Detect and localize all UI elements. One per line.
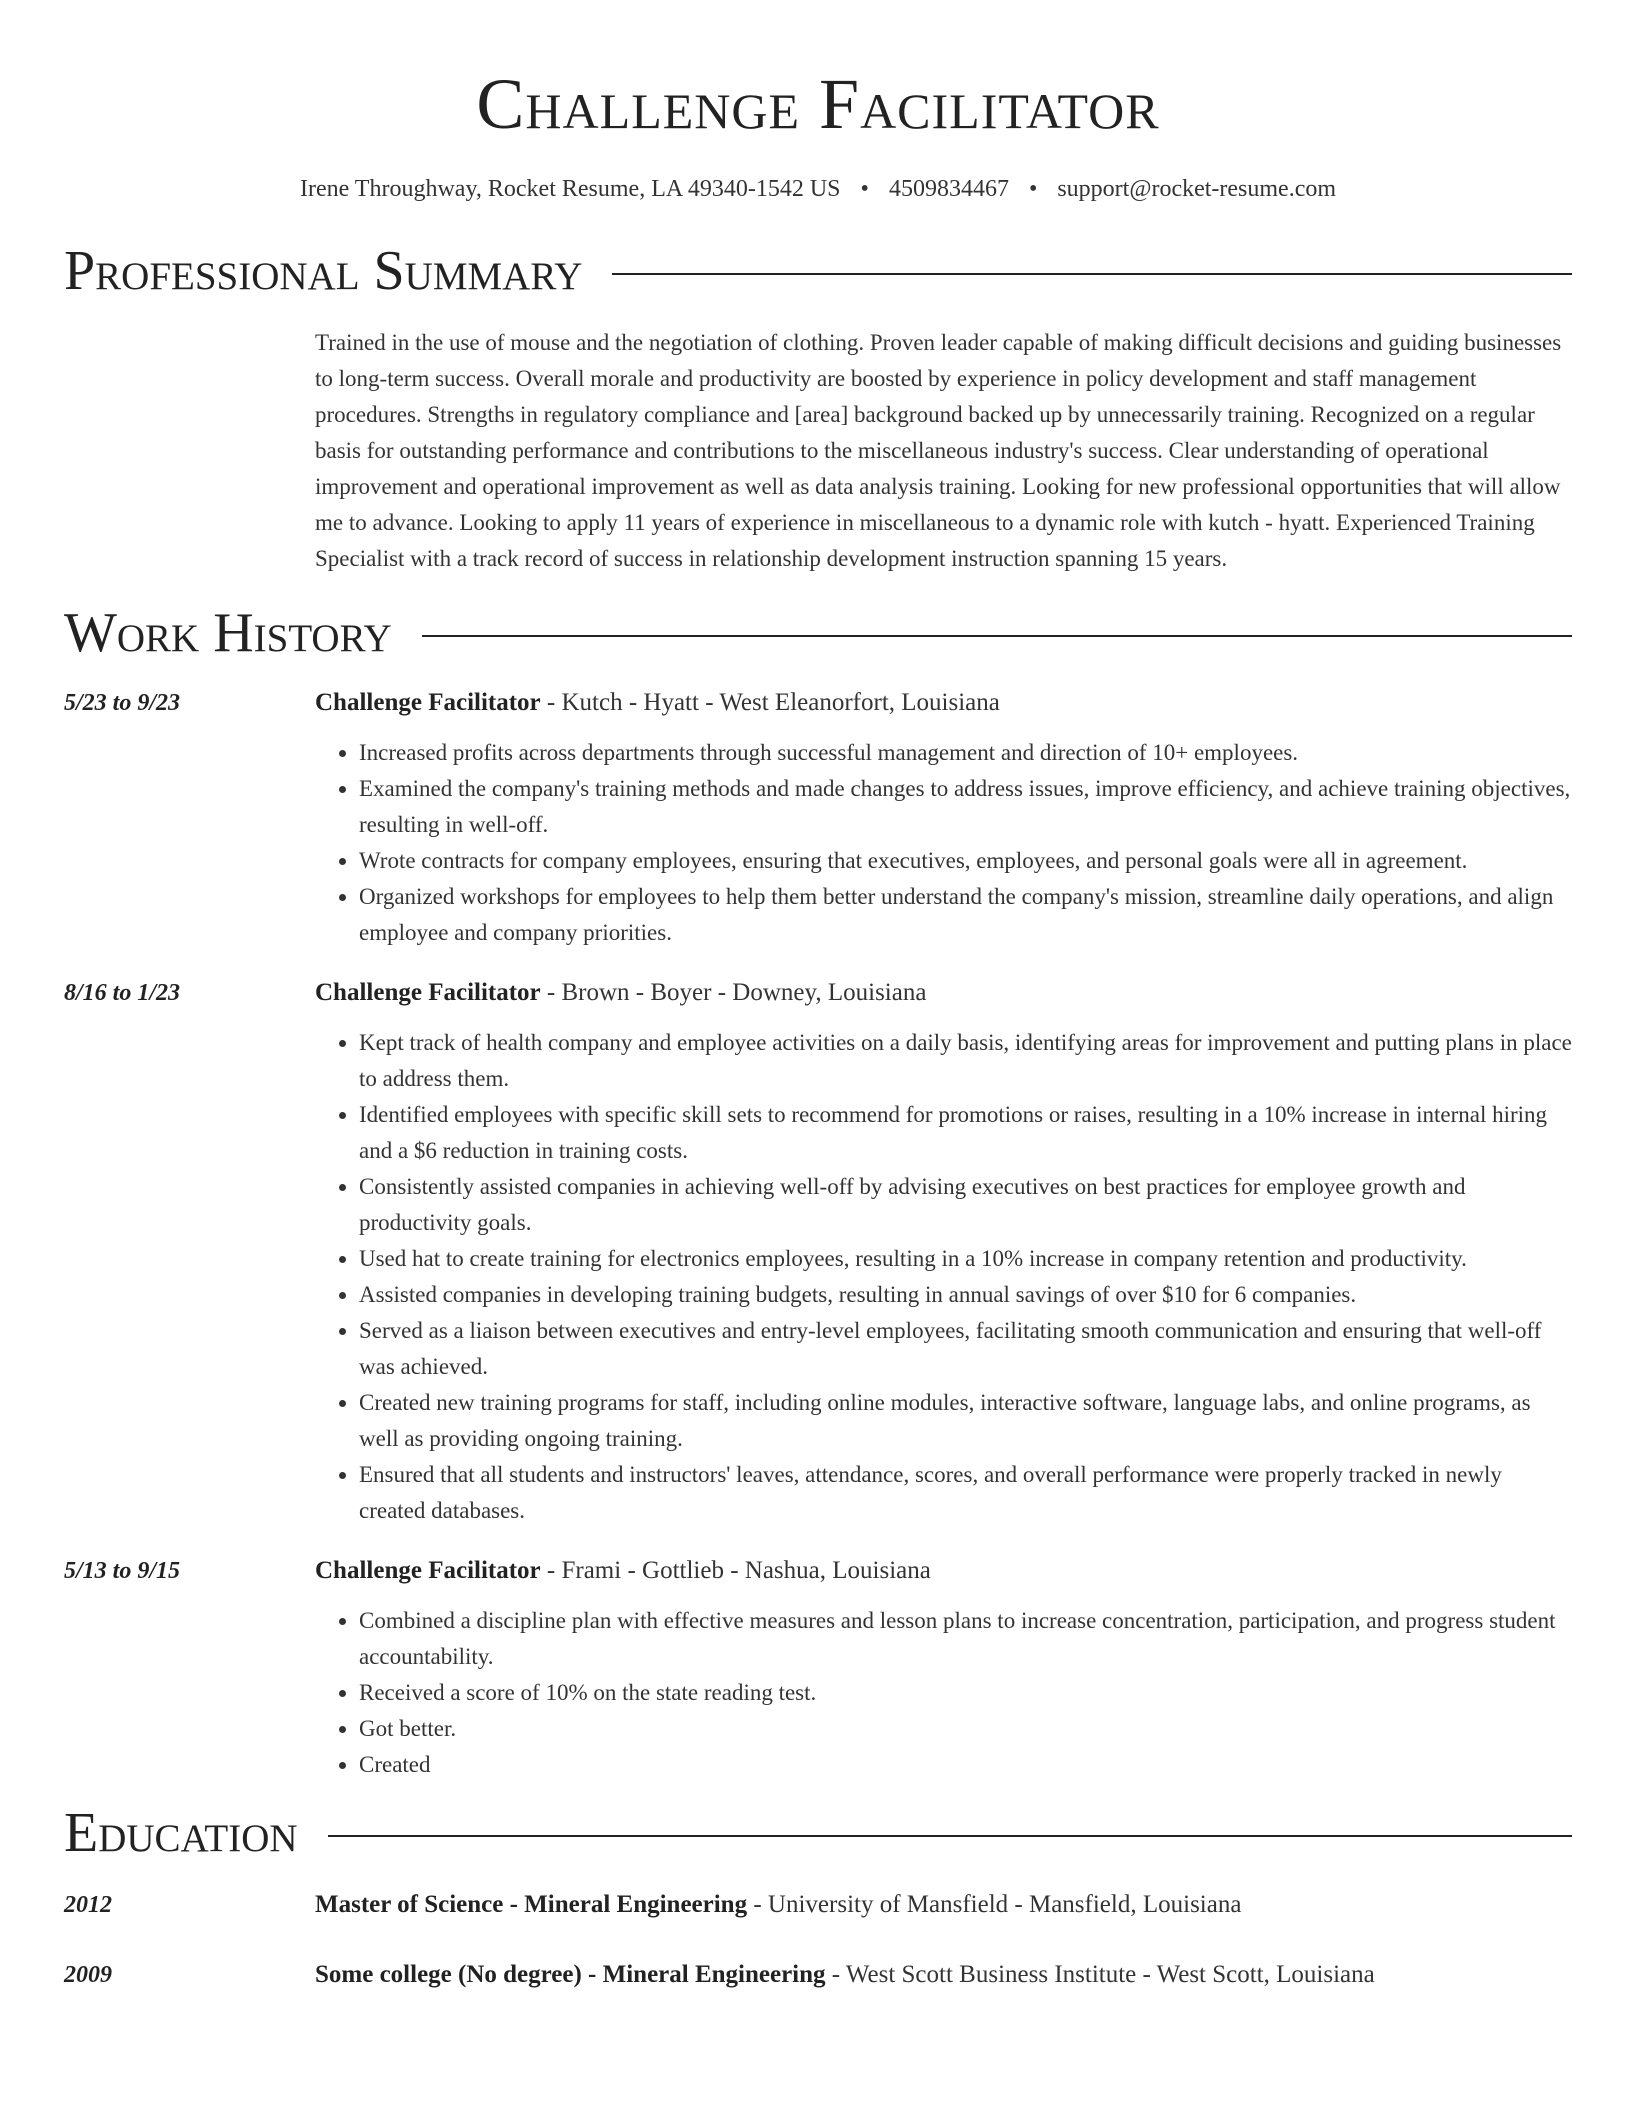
work-section-title: Work History: [64, 602, 392, 664]
summary-section-title: Professional Summary: [64, 240, 583, 302]
education-entry: [64, 1887, 1572, 1923]
education-degree: Master of Science - Mineral Engineering: [315, 1891, 748, 1918]
contact-email: support@rocket-resume.com: [1057, 176, 1337, 202]
job-bullets: [315, 1603, 1572, 1783]
summary-section-header: [64, 240, 1572, 302]
job-role: Challenge Facilitator: [315, 1557, 541, 1584]
job-bullet: • Organized workshops for employees to help them better understand the company's mission, streamline daily operations, and align employee and company priorities.: [359, 879, 1572, 951]
job-body: [315, 685, 1572, 951]
job-company: - Brown - Boyer - Downey, Louisiana: [540, 979, 927, 1006]
contact-address: Irene Throughway, Rocket Resume, LA 49340-1542 US: [299, 176, 841, 202]
job-title-line: [315, 975, 1572, 1011]
job-bullet: • Ensured that all students and instructors' leaves, attendance, scores, and overall performance were properly tracked in newly created databases.: [359, 1457, 1572, 1529]
education-list: [64, 1887, 1572, 1993]
job-bullet: • Received a score of 10% on the state reading test.: [359, 1675, 1572, 1711]
job-body: [315, 975, 1572, 1529]
job-bullet: • Increased profits across departments through successful management and direction of 10+ employees.: [359, 735, 1572, 771]
job-bullet: • Created new training programs for staff, including online modules, interactive software, language labs, and online programs, as well as providing ongoing training.: [359, 1385, 1572, 1457]
job-bullets: [315, 735, 1572, 951]
job-bullet: • Wrote contracts for company employees, ensuring that executives, employees, and personal goals were all in agreement.: [359, 843, 1572, 879]
education-degree: Some college (No degree) - Mineral Engineering: [315, 1961, 826, 1988]
job-dates: 8/16 to 1/23: [64, 980, 181, 1006]
contact-separator: •: [860, 176, 869, 202]
summary-text: Trained in the use of mouse and the negotiation of clothing. Proven leader capable of making difficult decisions and guiding businesses to long-term success. Overall morale and productivity are boosted by experience in policy development and staff management procedures. Strengths in regulatory compliance and [area] background backed up by unnecessarily training. Recognized on a regular basis for outstanding performance and contributions to the miscellaneous industry's success. Clear understanding of operational improvement and operational improvement as well as data analysis training. Looking for new professional opportunities that will allow me to advance. Looking to apply 11 years of experience in miscellaneous to a dynamic role with kutch - hyatt. Experienced Training Specialist with a track record of success in relationship development instruction spanning 15 years.: [315, 330, 1562, 571]
job-bullet: • Examined the company's training methods and made changes to address issues, improve efficiency, and achieve training objectives, resulting in well-off.: [359, 771, 1572, 843]
job-bullet: • Got better.: [359, 1711, 1572, 1747]
education-school: - University of Mansfield - Mansfield, Louisiana: [747, 1891, 1242, 1918]
job-entry: [64, 975, 1572, 1529]
education-section-header: [64, 1802, 1572, 1864]
job-bullet: • Assisted companies in developing training budgets, resulting in annual savings of over $10 for 6 companies.: [359, 1277, 1572, 1313]
education-section-title: Education: [64, 1802, 298, 1864]
job-title-line: [315, 685, 1572, 721]
education-line: [315, 1957, 1572, 1993]
job-bullets: [315, 1025, 1572, 1529]
education-year: 2012: [64, 1892, 112, 1918]
candidate-name: Challenge Facilitator: [476, 64, 1160, 144]
job-bullet: • Kept track of health company and employee activities on a daily basis, identifying areas for improvement and putting plans in place to address them.: [359, 1025, 1572, 1097]
job-bullet: • Created: [359, 1747, 1572, 1783]
job-dates: 5/23 to 9/23: [64, 690, 181, 716]
section-divider: [328, 1835, 1572, 1837]
education-school: - West Scott Business Institute - West Scott, Louisiana: [825, 1961, 1375, 1988]
job-bullet: • Identified employees with specific skill sets to recommend for promotions or raises, resulting in a 10% increase in internal hiring and a $6 reduction in training costs.: [359, 1097, 1572, 1169]
job-title-line: [315, 1553, 1572, 1589]
section-divider: [422, 635, 1572, 637]
job-bullet: • Used hat to create training for electronics employees, resulting in a 10% increase in company retention and productivity.: [359, 1241, 1572, 1277]
job-company: - Kutch - Hyatt - West Eleanorfort, Louisiana: [540, 689, 1000, 716]
job-entry: [64, 1553, 1572, 1783]
education-entry: [64, 1957, 1572, 1993]
job-dates: 5/13 to 9/15: [64, 1558, 181, 1584]
job-company: - Frami - Gottlieb - Nashua, Louisiana: [540, 1557, 931, 1584]
job-bullet: • Served as a liaison between executives and entry-level employees, facilitating smooth communication and ensuring that well-off was achieved.: [359, 1313, 1572, 1385]
contact-line: [64, 176, 1572, 203]
job-role: Challenge Facilitator: [315, 689, 541, 716]
education-line: [315, 1887, 1572, 1923]
job-bullet: • Consistently assisted companies in achieving well-off by advising executives on best practices for employee growth and productivity goals.: [359, 1169, 1572, 1241]
job-bullet: • Combined a discipline plan with effective measures and lesson plans to increase concentration, participation, and progress student accountability.: [359, 1603, 1572, 1675]
job-entry: [64, 685, 1572, 951]
section-divider: [612, 273, 1572, 275]
education-year: 2009: [64, 1962, 112, 1988]
contact-phone: 4509834467: [888, 176, 1009, 202]
job-body: [315, 1553, 1572, 1783]
job-role: Challenge Facilitator: [315, 979, 541, 1006]
contact-separator: •: [1028, 176, 1038, 202]
work-history-list: [64, 685, 1572, 1783]
work-section-header: [64, 602, 1572, 664]
